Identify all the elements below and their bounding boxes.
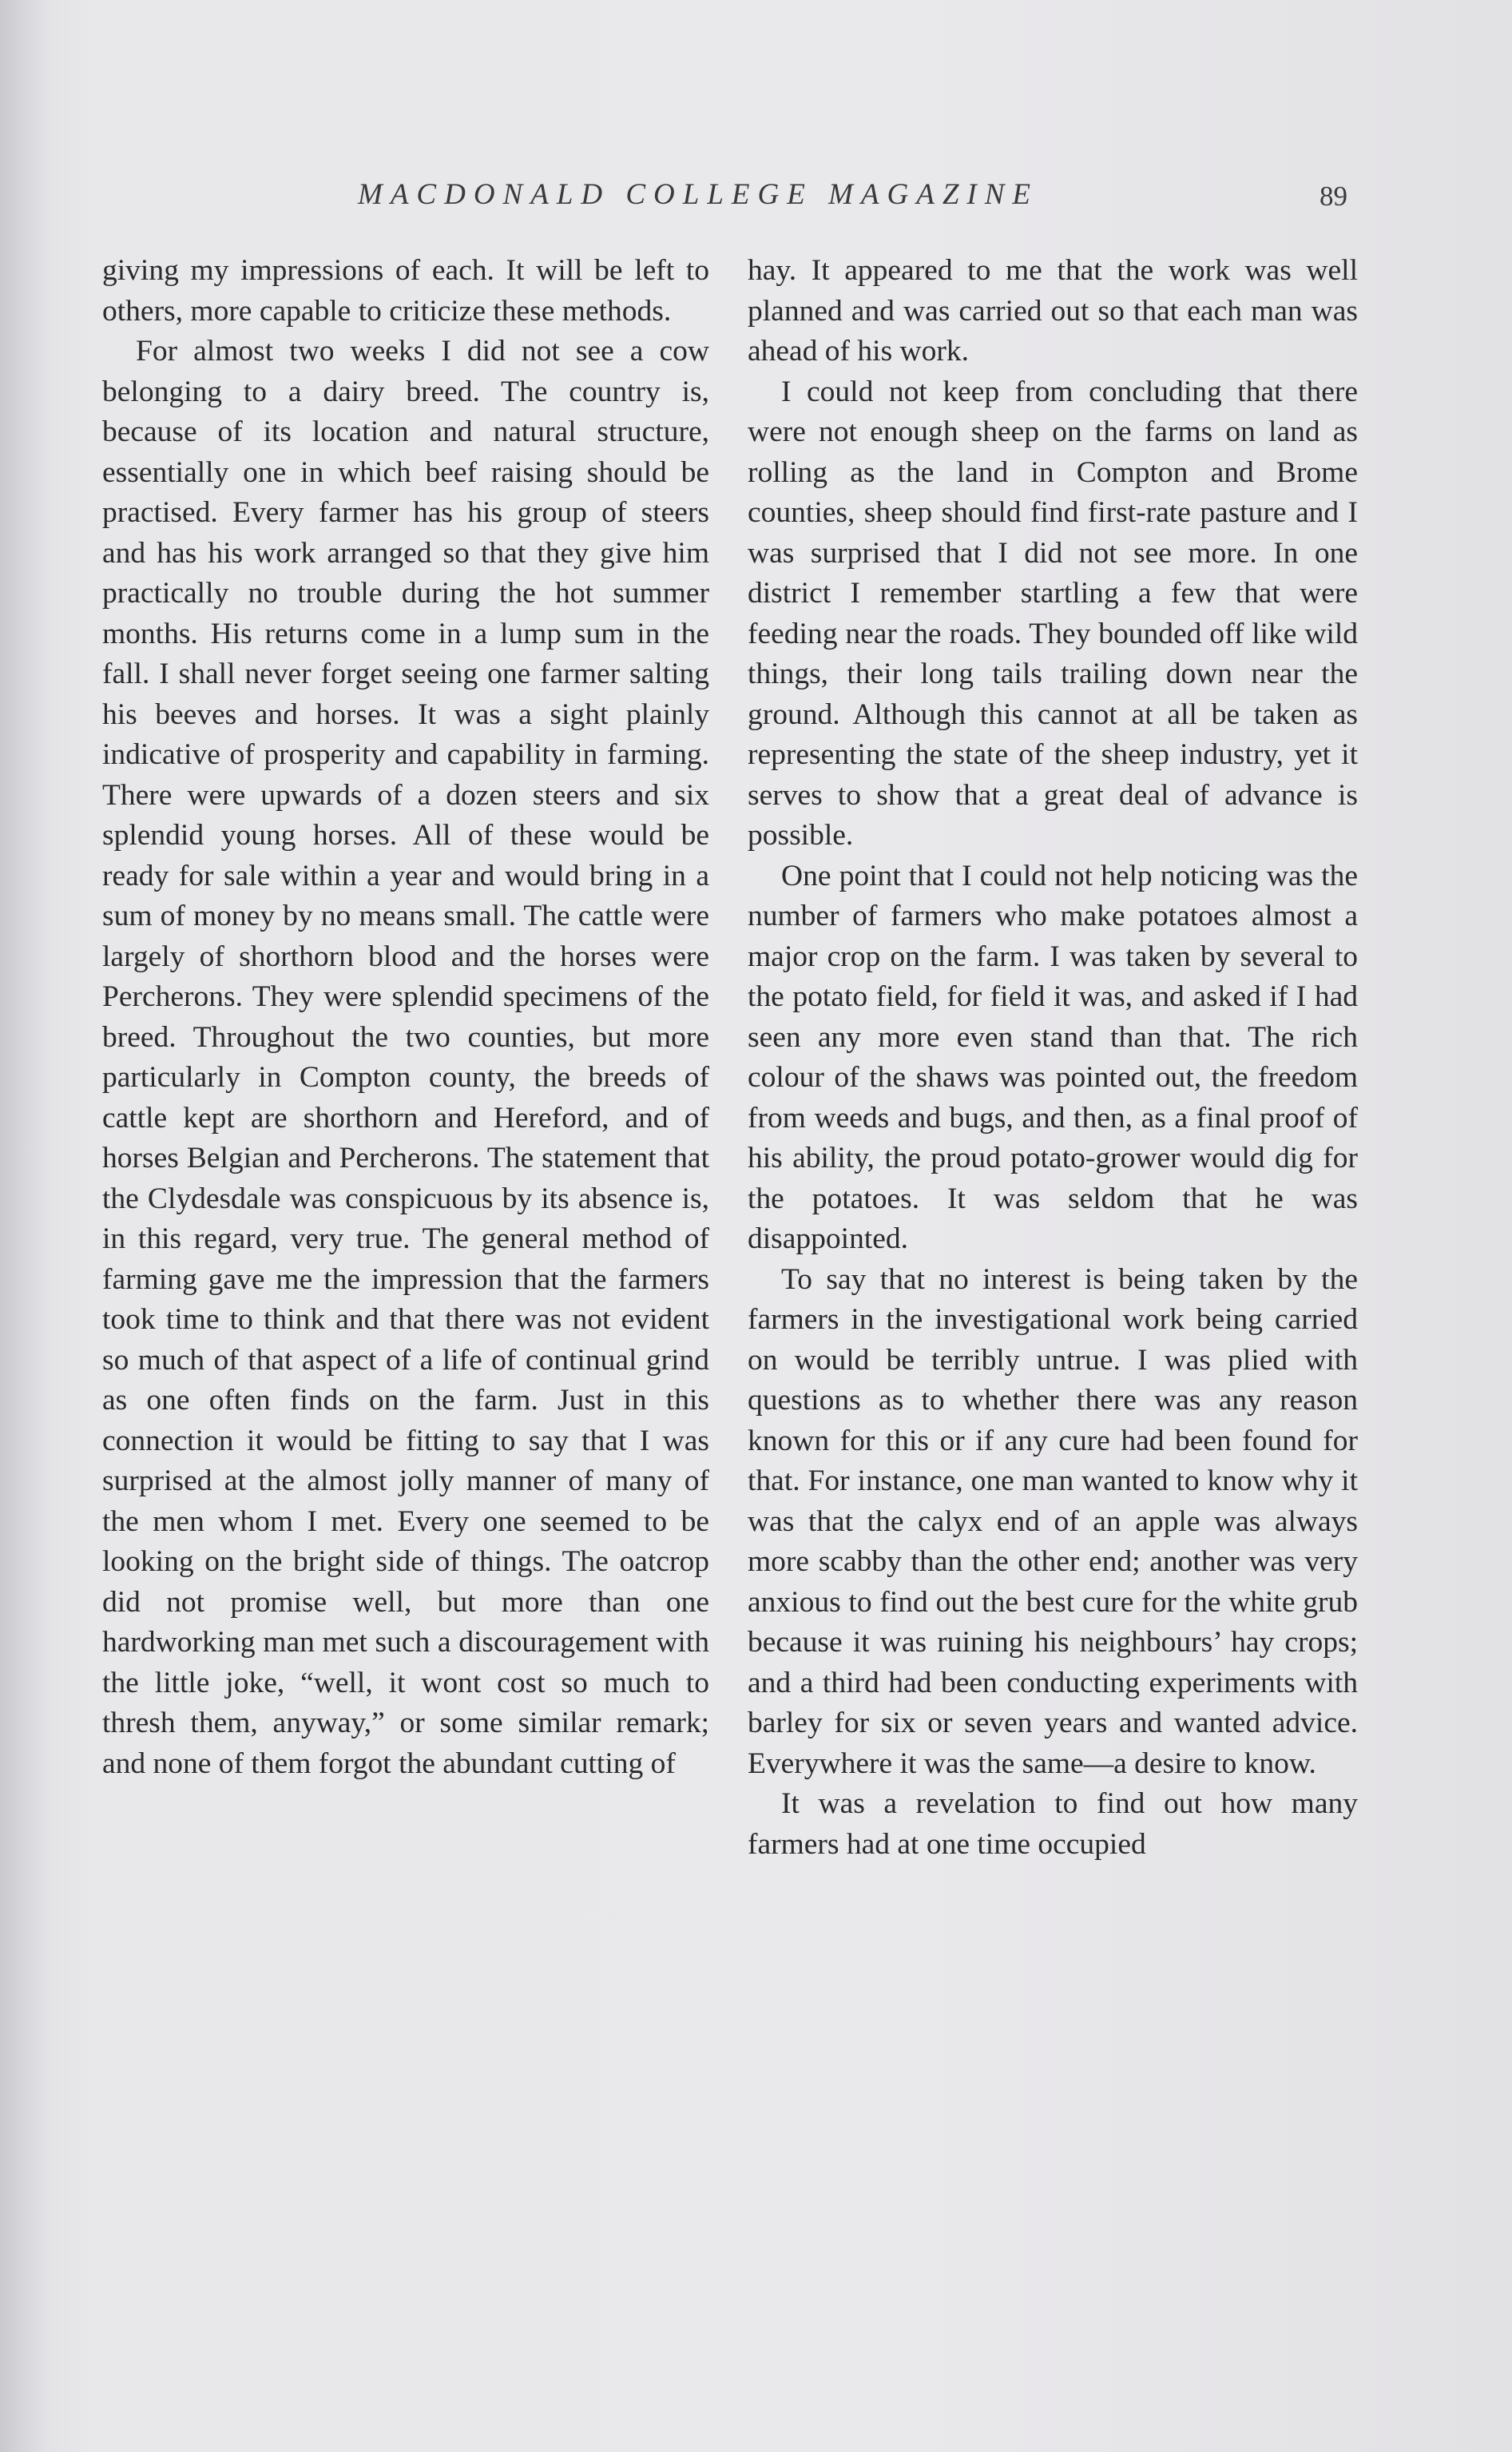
paragraph: It was a revelation to find out how many farmers had at one time occupied (748, 1787, 1358, 1861)
paragraph: One point that I could not help noticing was the number of farmers who make potatoes almost a major crop on the farm. I was taken by several to the potato field, for field it was, and asked if I had seen any more even stand than that. The rich colour of the shaws was pointed out, the freedom from weeds and bugs, and then, as a final proof of his ability, the proud potato-grower would dig for the potatoes. It was seldom that he was disappointed. (748, 859, 1358, 1255)
paragraph: I could not keep from concluding that there were not enough sheep on the farms on land as rolling as the land in Compton and Brome counties, sheep should find first-rate pasture and I was surprised that I did not see more. In one district I remember startling a few that were feeding near the roads. They bounded off like wild things, their long tails trailing down near the ground. Although this cannot at all be taken as representing the state of the sheep industry, yet it serves to show that a great deal of advance is possible. (748, 375, 1358, 852)
paragraph: For almost two weeks I did not see a cow belonging to a dairy breed. The country is, because of its location and natural structure, essentially one in which beef raising should be practised. Every farmer has his group of steers and has his work arranged so that they give him practically no trouble during the hot summer months. His returns come in a lump sum in the fall. I shall never forget seeing one farmer salting his beeves and horses. It was a sight plainly indicative of prosperity and capability in farming. There were upwards of a dozen steers and six splendid young horses. All of these would be ready for sale within a year and would bring in a sum of money by no means small. The cattle were largely of shorthorn blood and the horses were Percherons. They were splendid specimens of the breed. Throughout the two counties, but more particularly in Compton county, the breeds of cattle kept are shorthorn and Hereford, and of horses Belgian and Percherons. The statement that the Clydesdale was conspicuous by its absence is, in this regard, very true. The general method of farming gave me the impression that the farmers took time to think and that there was not evident so much of that aspect of a life of continual grind as one often finds on the farm. Just in this connection it would be fitting to say that I was surprised at the almost jolly manner of many of the men whom I met. Every one seemed to be looking on the bright side of things. The oatcrop did not promise well, but more than one hardworking man met such a discouragement with the little joke, “well, it wont cost so much to thresh them, anyway,” or some similar remark; and none of them forgot the abundant cutting of (102, 335, 709, 1780)
paragraph: hay. It appeared to me that the work was well planned and was carried out so that each man was ahead of his work. (748, 254, 1358, 368)
left-column (102, 251, 709, 1784)
page-gutter-shadow (0, 0, 48, 2452)
right-column (748, 251, 1358, 1865)
paragraph: giving my impressions of each. It will be left to others, more capable to criticize these methods. (102, 254, 709, 328)
paragraph: To say that no interest is being taken by the farmers in the investigational work being carried on would be terribly untrue. I was plied with questions as to whether there was any reason known for this or if any cure had been found for that. For instance, one man wanted to know why it was that the calyx end of an apple was always more scabby than the other end; another was very anxious to find out the best cure for the white grub because it was ruining his neighbours’ hay crops; and a third had been conducting experiments with barley for six or seven years and wanted advice. Everywhere it was the same—a desire to know. (748, 1262, 1358, 1780)
page-number: 89 (1320, 181, 1347, 212)
running-title: MACDONALD COLLEGE MAGAZINE (358, 178, 1039, 211)
